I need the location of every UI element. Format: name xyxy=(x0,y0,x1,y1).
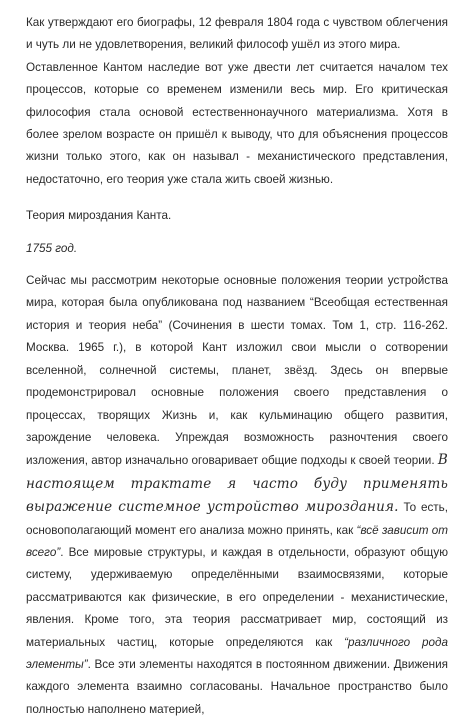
main-text-quote-2: “различного рода элементы” xyxy=(26,635,448,671)
section-year: 1755 год. xyxy=(26,241,78,255)
main-text-quote-1: “всё зависит от всего” xyxy=(26,523,448,559)
main-text-part-3: . Все мировые структуры, и каждая в отдельности, образуют общую систему, удерживаемую определёнными взаимосвязями, которые рассматриваются как физические, в его определении - механистические, явления. Кроме того, эта теория рассматривает мир, состоящий из материальных частиц, которые определяются как xyxy=(26,545,448,649)
main-text-part-4: . Все эти элементы находятся в постоянном движении. Движения каждого элемента взаимно согласованы. Начальное пространство было полностью наполнено материей, xyxy=(26,657,448,716)
main-text-part-2: То есть, основополагающий момент его анализа можно принять, как xyxy=(26,501,448,537)
main-text-part-1: Сейчас мы рассмотрим некоторые основные положения теории устройства мира, которая была опубликована под названием “Всеобщая естественная история и теория неба” (Сочинения в шести томах. Том 1, стр. 116-262. Москва. 1965 г.), в которой Кант изложил свои мысли о сотворении вселенной, солнечной системы, планет, звёзд. Здесь он впервые продемонстрировал основные положения своего представления о процессах, творящих Жизнь и, как кульминацию общего развития, зарождение человека. Упреждая возможность разночтения своего изложения, автор изначально оговаривает общие подходы к своей теории. xyxy=(26,274,448,468)
main-paragraph xyxy=(26,270,448,721)
intro-paragraph-2: Оставленное Кантом наследие вот уже двести лет считается началом тех процессов, которые со временем изменили весь мир. Его критическая философия стала основой естественнонаучного материализма. Хотя в более зрелом возрасте он пришёл к выводу, что для объяснения процессов жизни только этого, как он называл - механистического представления, недостаточно, его теория уже стала жить своей жизнью. xyxy=(26,60,448,186)
main-text-script: В настоящем трактате я часто буду применять выражение системное устройство мироздания. xyxy=(26,452,448,516)
intro-paragraph-1: Как утверждают его биографы, 12 февраля 1804 года с чувством облегчения и чуть ли не удовлетворения, великий философ ушёл из этого мира. xyxy=(26,16,448,52)
section-heading: Теория мироздания Канта. xyxy=(26,209,172,223)
